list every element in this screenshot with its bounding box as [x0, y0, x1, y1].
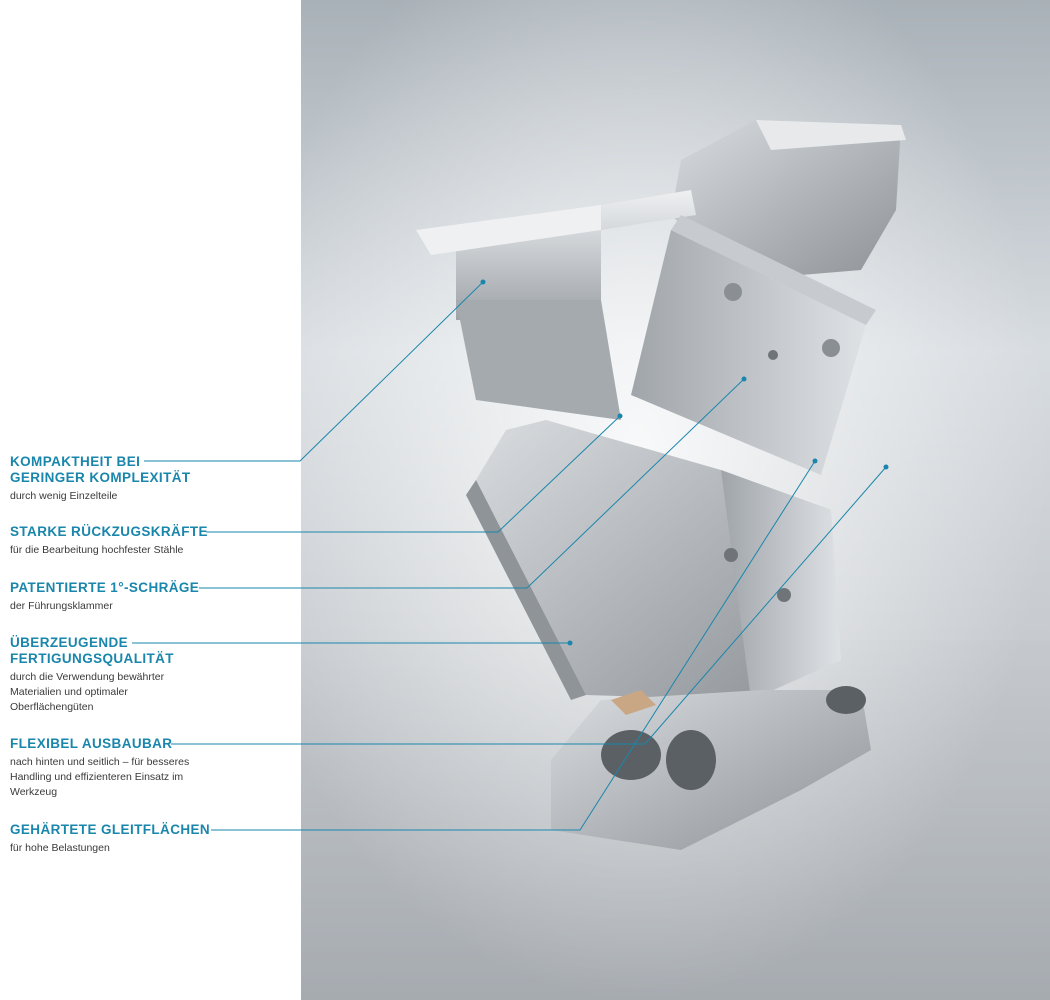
feature-title: ÜBERZEUGENDE	[10, 635, 129, 650]
feature-list	[0, 0, 301, 1000]
feature-title: KOMPAKTHEIT BEI	[10, 454, 141, 469]
feature-description: nach hinten und seitlich – für besseres Handling und effizienteren Einsatz im Werkzeug	[10, 756, 190, 798]
product-photo	[301, 0, 1050, 1000]
feature-description: für hohe Belastungen	[10, 842, 110, 854]
feature-item-compactness	[10, 454, 300, 504]
feature-title: FERTIGUNGSQUALITÄT	[10, 651, 174, 666]
feature-title: GERINGER KOMPLEXITÄT	[10, 470, 191, 485]
feature-title: PATENTIERTE 1°-SCHRÄGE	[10, 580, 200, 595]
feature-item-expandable	[10, 736, 300, 800]
feature-item-manufacturing-quality	[10, 635, 300, 715]
feature-description: durch wenig Einzelteile	[10, 490, 118, 502]
feature-description: der Führungsklammer	[10, 600, 113, 612]
feature-item-hardened-surfaces	[10, 822, 300, 856]
feature-description: durch die Verwendung bewährter Materialien und optimaler Oberflächengüten	[10, 671, 165, 713]
feature-title: GEHÄRTETE GLEITFLÄCHEN	[10, 822, 211, 837]
feature-description: für die Bearbeitung hochfester Stähle	[10, 544, 184, 556]
feature-title: FLEXIBEL AUSBAUBAR	[10, 736, 173, 751]
feature-item-retraction-force	[10, 524, 300, 558]
feature-title: STARKE RÜCKZUGSKRÄFTE	[10, 524, 208, 539]
feature-item-patented-slope	[10, 580, 300, 614]
